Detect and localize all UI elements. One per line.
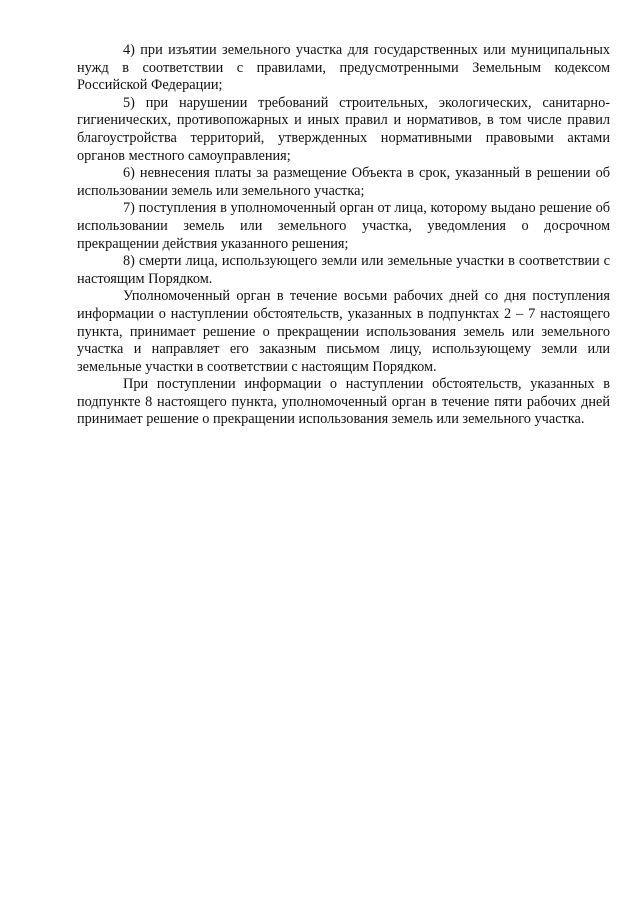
paragraph-item-5: 5) при нарушении требований строительных, экологических, санитарно-гигиенических, противопожарных и иных правил и нормативов, в том числе правил благоустройства территорий, утвержденных нормативными правовыми актами органов местного самоуправления; [77, 94, 610, 164]
document-body [77, 42, 610, 429]
paragraph-item-6: 6) невнесения платы за размещение Объекта в срок, указанный в решении об использовании земель или земельного участка; [77, 165, 610, 199]
paragraph-item-7: 7) поступления в уполномоченный орган от лица, которому выдано решение об использовании земель или земельного участка, уведомления о досрочном прекращении действия указанного решения; [77, 200, 610, 252]
paragraph-termination-decision: Уполномоченный орган в течение восьми рабочих дней со дня поступления информации о наступлении обстоятельств, указанных в подпунктах 2 – 7 настоящего пункта, принимает решение о прекращении использования земель или земельного участка и направляет его заказным письмом лицу, использующему земли или земельные участки в соответствии с настоящим Порядком. [77, 288, 610, 375]
paragraph-death-notice: При поступлении информации о наступлении обстоятельств, указанных в подпункте 8 настоящего пункта, уполномоченный орган в течение пяти рабочих дней принимает решение о прекращении использования земель или земельного участка. [77, 376, 610, 428]
paragraph-item-4: 4) при изъятии земельного участка для государственных или муниципальных нужд в соответствии с правилами, предусмотренными Земельным кодексом Российской Федерации; [77, 42, 610, 94]
paragraph-item-8: 8) смерти лица, использующего земли или земельные участки в соответствии с настоящим Порядком. [77, 253, 610, 287]
